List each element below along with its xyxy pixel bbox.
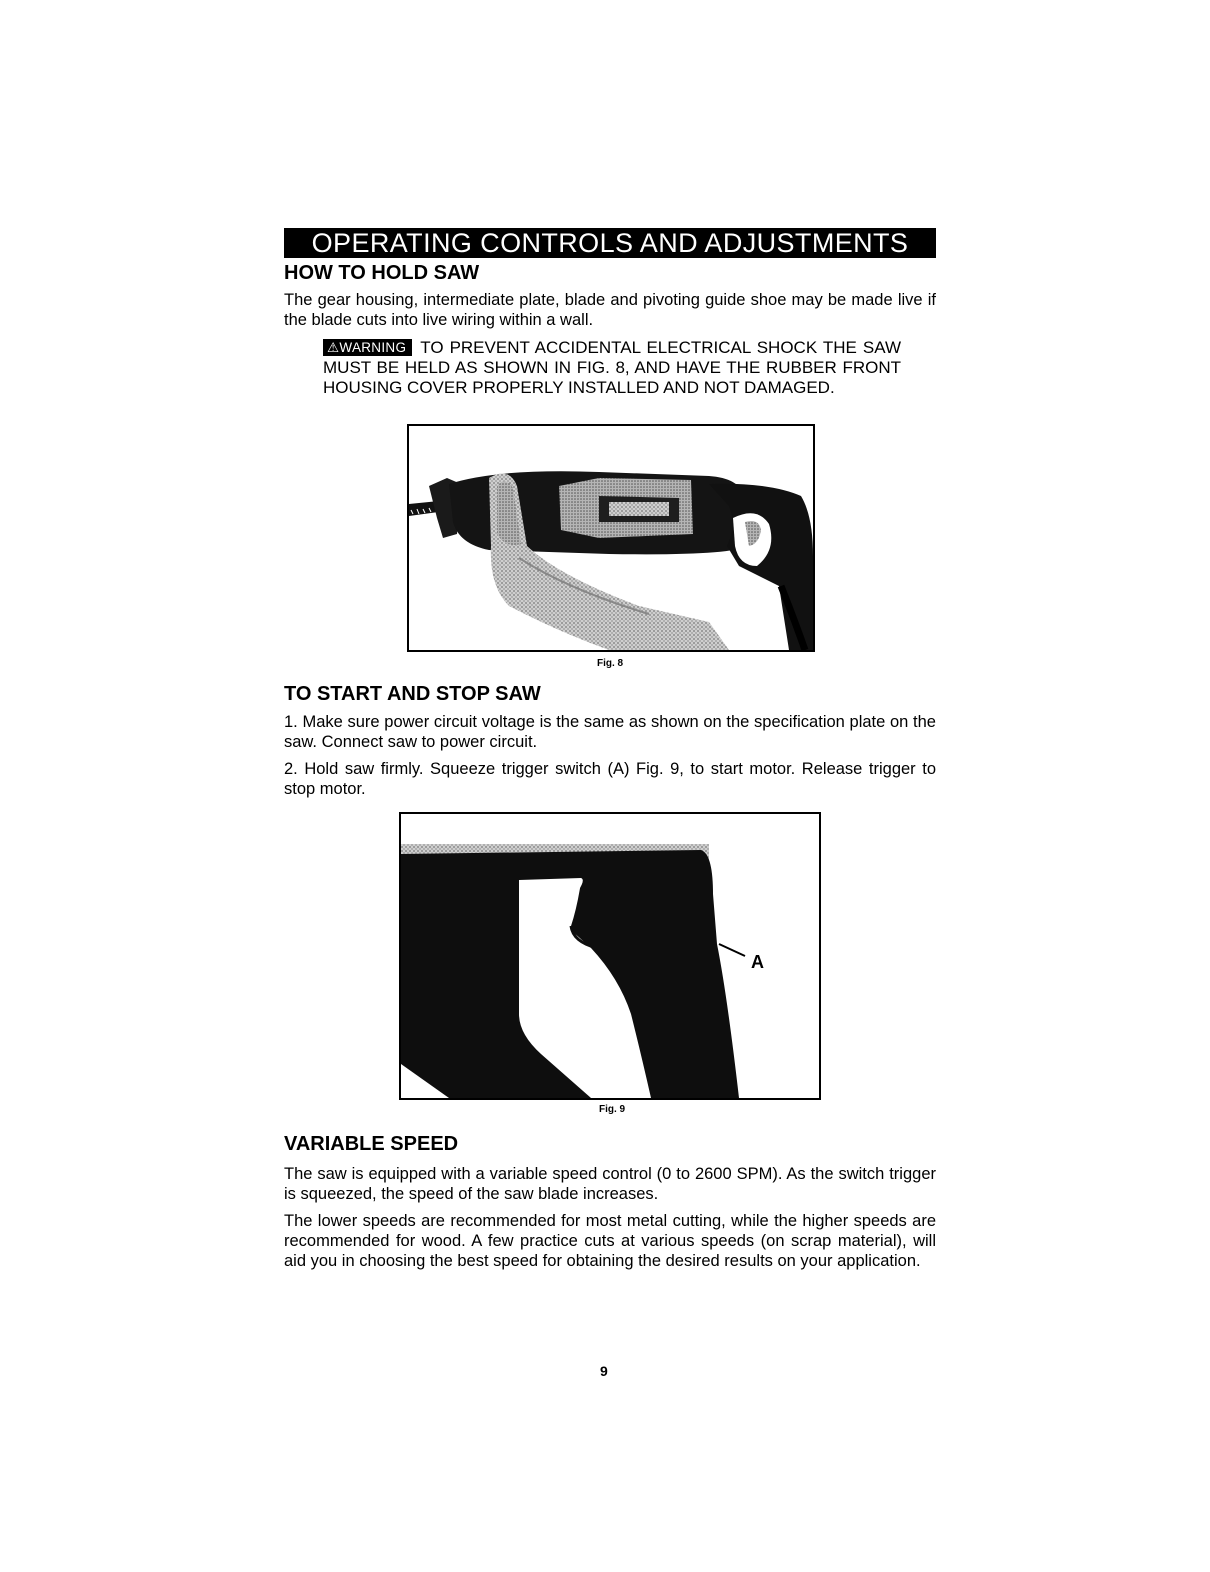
figure-9-photo — [399, 812, 821, 1100]
page-number: 9 — [600, 1363, 608, 1379]
figure-8-caption: Fig. 8 — [597, 658, 624, 669]
start-stop-step-1: 1. Make sure power circuit voltage is the same as shown on the specification plate on the saw. Connect saw to power circuit. — [284, 713, 936, 751]
variable-speed-paragraph-2: The lower speeds are recommended for most metal cutting, while the higher speeds are recommended for wood. A few practice cuts at various speeds (on scrap material), will aid you in choosing the best speed for obtaining the desired results on your application. — [284, 1212, 936, 1270]
section-banner: OPERATING CONTROLS AND ADJUSTMENTS — [284, 228, 936, 258]
heading-how-to-hold-saw: HOW TO HOLD SAW — [284, 262, 480, 284]
heading-start-stop-saw: TO START AND STOP SAW — [284, 683, 541, 705]
hold-saw-paragraph: The gear housing, intermediate plate, blade and pivoting guide shoe may be made live if the blade cuts into live wiring within a wall. — [284, 291, 936, 329]
heading-variable-speed: VARIABLE SPEED — [284, 1133, 459, 1155]
figure-8-photo — [407, 424, 815, 652]
warning-block — [323, 338, 901, 398]
trigger-switch-illustration — [401, 814, 819, 1098]
figure-9-caption: Fig. 9 — [599, 1104, 626, 1115]
variable-speed-paragraph-1: The saw is equipped with a variable speed control (0 to 2600 SPM). As the switch trigger is squeezed, the speed of the saw blade increases. — [284, 1165, 936, 1203]
saw-hold-illustration — [409, 426, 813, 650]
trigger-label-a: A — [751, 952, 764, 972]
warning-text: TO PREVENT ACCIDENTAL ELECTRICAL SHOCK THE SAW MUST BE HELD AS SHOWN IN FIG. 8, AND HAVE THE RUBBER FRONT HOUSING COVER PROPERLY INSTALLED AND NOT DAMAGED. — [323, 338, 901, 397]
start-stop-step-2: 2. Hold saw firmly. Squeeze trigger switch (A) Fig. 9, to start motor. Release trigger to stop motor. — [284, 760, 936, 798]
warning-badge: ⚠WARNING — [323, 339, 412, 356]
